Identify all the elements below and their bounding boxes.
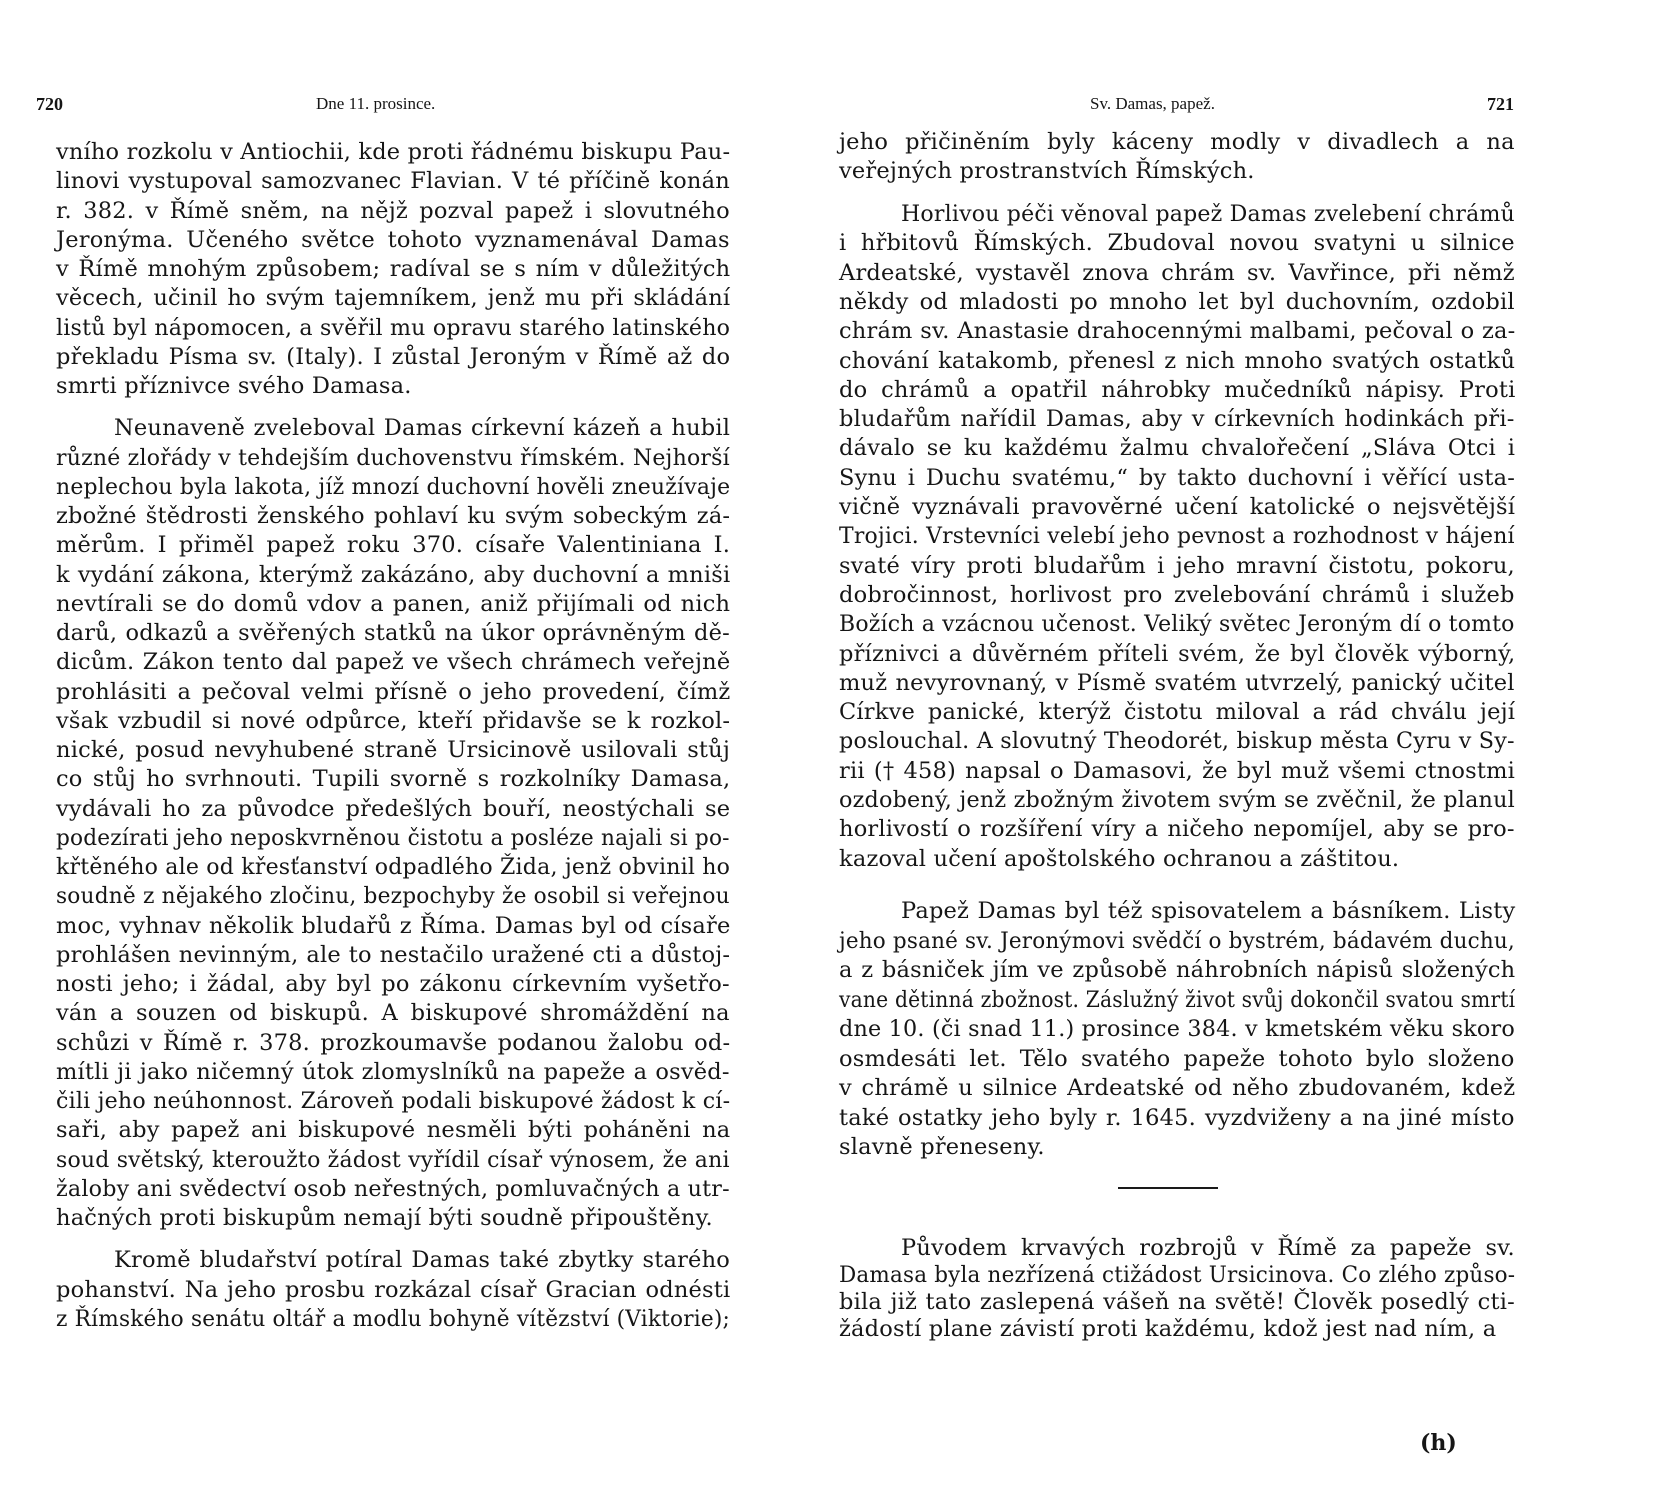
text-line: svaté víry proti bludařům i jeho mravní čistotu, pokoru,: [839, 552, 1515, 579]
text-line: někdy od mladosti po mnoho let byl duchovním, ozdobil: [839, 288, 1515, 315]
text-line: i hřbitovů Římských. Zbudoval novou svatyni u silnice: [839, 230, 1515, 257]
text-line: poslouchal. A slovutný Theodorét, biskup města Cyru v Sy-: [839, 728, 1515, 755]
text-line: Ardeatské, vystavěl znova chrám sv. Vavřince, při němž: [839, 259, 1515, 286]
right-page-number: 721: [1487, 94, 1514, 114]
text-line: vane dětinná zbožnost. Záslužný život svůj dokončil svatou smrtí: [839, 986, 1516, 1013]
text-line: Kromě bludařství potíral Damas také zbytky starého: [114, 1247, 731, 1274]
text-line: věcech, učinil ho svým tajemníkem, jenž mu při skládání: [56, 285, 731, 312]
text-line: r. 382. v Římě sněm, na nějž pozval papež i slovutného: [56, 197, 730, 224]
text-line: dávalo se ku každému žalmu chvalořečení „Sláva Otci i: [839, 435, 1516, 462]
text-line: Trojici. Vrstevníci velebí jeho pevnost a rozhodnost v hájení: [839, 523, 1515, 550]
text-line: co stůj ho svrhnouti. Tupili svorně s rozkolníky Damasa,: [56, 766, 731, 793]
text-line: rii († 458) napsal o Damasovi, že byl muž všemi ctnostmi: [839, 757, 1516, 784]
text-line: dobročinnost, horlivost pro zvelebování chrámů i služeb: [839, 581, 1515, 608]
text-line: listů byl nápomocen, a svěřil mu opravu starého latinského: [56, 314, 731, 341]
text-line: neplechou byla lakota, jíž mnozí duchovní hověli zneužívaje: [56, 473, 731, 500]
right-running-head: Sv. Damas, papež.: [1090, 94, 1215, 113]
text-line: žádostí plane závistí proti každému, kdož jest nad ním, a: [839, 1316, 1497, 1342]
left-running-head: Dne 11. prosince.: [316, 94, 436, 113]
text-line: kazoval učení apoštolského ochranou a záštitou.: [839, 845, 1400, 872]
text-line: Horlivou péči věnoval papež Damas zvelebení chrámů: [901, 201, 1515, 227]
text-line: prohlásiti a pečoval velmi přísně o jeho provedení, čímž: [56, 678, 731, 705]
text-line: Církve panické, kterýž čistotu miloval a rád chválu její: [839, 699, 1516, 726]
text-line: darů, odkazů a svěřených statků na úkor oprávněným dě-: [56, 620, 730, 646]
text-line: dne 10. (či snad 11.) prosince 384. v kmetském věku skoro: [839, 1016, 1515, 1042]
signature-mark: (h): [1420, 1430, 1457, 1456]
text-line: Původem krvavých rozbrojů v Římě za papeže sv.: [901, 1235, 1515, 1261]
text-line: Neunaveně zveleboval Damas církevní kázeň a hubil: [114, 415, 731, 442]
text-line: měrům. I přiměl papež roku 370. císaře Valentiniana I.: [56, 532, 731, 559]
text-line: schůzi v Římě r. 378. prozkoumavše podanou žalobu od-: [56, 1029, 731, 1056]
text-line: slavně přeneseny.: [839, 1134, 1045, 1160]
text-line: soud světský, kteroužto žádost vyřídil císař výnosem, že ani: [56, 1146, 730, 1173]
text-line: v Římě mnohým způsobem; radíval se s ním v důležitých: [56, 256, 731, 282]
text-line: zbožné štědrosti ženského pohlaví ku svým sobeckým zá-: [56, 503, 731, 529]
section-divider-rule: [1118, 1187, 1218, 1189]
text-line: pohanství. Na jeho prosbu rozkázal císař Gracian odnésti: [56, 1276, 731, 1303]
text-line: moc, vyhnav několik bludařů z Říma. Damas byl od císaře: [56, 912, 731, 939]
text-line: vydávali ho za původce předešlých bouří, neostýchali se: [56, 795, 731, 822]
text-line: ván a souzen od biskupů. A biskupové shromáždění na: [56, 1000, 730, 1027]
text-line: jeho přičiněním byly káceny modly v divadlech a na: [839, 129, 1515, 155]
text-line: jeho psané sv. Jeronýmovi svědčí o bystrém, bádavém duchu,: [839, 927, 1515, 954]
text-line: smrti příznivce svého Damasa.: [56, 373, 412, 399]
text-line: také ostatky jeho byly r. 1645. vyzdviženy a na jiné místo: [839, 1104, 1515, 1131]
text-line: bila již tato zaslepená vášeň na světě! Člověk posedlý cti-: [839, 1289, 1515, 1315]
text-line: různé zlořády v tehdejším duchovenstvu římském. Nejhorší: [56, 444, 730, 471]
text-line: bludařům nařídil Damas, aby v církevních hodinkách při-: [839, 406, 1515, 433]
text-line: a z básniček jím ve způsobě náhrobních nápisů složených: [839, 957, 1516, 983]
text-line: Synu i Duchu svatému,“ by takto duchovní i věřící usta-: [839, 464, 1516, 491]
text-line: muž nevyrovnaný, v Písmě svatém utvrzelý, panický učitel: [839, 669, 1515, 696]
text-line: žaloby ani svědectví osob neřestných, pomluvačných a utr-: [56, 1175, 730, 1202]
left-page-number: 720: [36, 94, 63, 114]
text-line: chrám sv. Anastasie drahocennými malbami, pečoval o za-: [839, 318, 1516, 345]
text-line: nevtírali se do domů vdov a panen, aniž přijímali od nich: [56, 590, 731, 617]
text-line: osmdesáti let. Tělo svatého papeže tohoto bylo složeno: [839, 1045, 1515, 1072]
text-line: z Římského senátu oltář a modlu bohyně vítězství (Viktorie);: [56, 1305, 730, 1332]
text-line: čili jeho neúhonnost. Zároveň podali biskupové žádost k cí-: [56, 1088, 731, 1114]
text-line: překladu Písma sv. (Italy). I zůstal Jeroným v Římě až do: [56, 343, 731, 370]
text-line: nické, posud nevyhubené straně Ursicinově usilovali stůj: [56, 737, 731, 763]
text-line: vičně vyznávali pravověrné učení katolické o nejsvětější: [839, 494, 1516, 520]
text-line: do chrámů a opatřil náhrobky mučedníků nápisy. Proti: [839, 376, 1516, 403]
text-line: Damasa byla nezřízená ctižádost Ursicinova. Co zlého způso-: [839, 1262, 1516, 1288]
text-line: vního rozkolu v Antiochii, kde proti řádnému biskupu Pau-: [56, 139, 731, 165]
text-line: saři, aby papež ani biskupové nesměli býti poháněni na: [56, 1117, 731, 1144]
text-line: křtěného ale od křesťanství odpadlého Žida, jenž obvinil ho: [56, 854, 731, 880]
text-line: k vydání zákona, kterýmž zakázáno, aby duchovní a mniši: [56, 561, 731, 588]
text-line: Jeronýma. Učeného světce tohoto vyznamenával Damas: [56, 226, 730, 253]
text-line: mítli ji jako ničemný útok zlomyslníků na papeže a osvěd-: [56, 1058, 730, 1085]
text-line: chování katakomb, přenesl z nich mnoho svatých ostatků: [839, 347, 1516, 374]
text-line: však vzbudil si nové odpůrce, kteří přidavše se k rozkol-: [56, 707, 731, 734]
text-line: dicům. Zákon tento dal papež ve všech chrámech veřejně: [56, 649, 731, 676]
text-line: linovi vystupoval samozvanec Flavian. V té příčině konán: [56, 168, 730, 195]
text-line: v chrámě u silnice Ardeatské od něho zbudovaném, kdež: [839, 1075, 1516, 1101]
right-page: [835, 0, 1670, 1500]
text-line: nosti jeho; i žádal, aby byl po zákonu církevním vyšetřo-: [56, 971, 730, 997]
text-line: horlivostí o rozšíření víry a ničeho nepomíjel, aby se pro-: [839, 816, 1515, 843]
text-line: Papež Damas byl též spisovatelem a básníkem. Listy: [901, 898, 1516, 924]
text-line: podezírati jeho neposkvrněnou čistotu a posléze najali si po-: [56, 824, 730, 851]
text-line: prohlášen nevinným, ale to nestačilo uražené cti a důstoj-: [56, 941, 731, 968]
text-line: hačných proti biskupům nemají býti soudně připouštěny.: [56, 1205, 713, 1231]
text-line: ozdobený, jenž zbožným životem svým se zvěčnil, že planul: [839, 787, 1515, 813]
text-line: veřejných prostranstvích Římských.: [839, 158, 1255, 184]
text-line: Božích a vzácnou učenost. Veliký světec Jeroným dí o tomto: [839, 611, 1515, 638]
text-line: příznivci a důvěrném příteli svém, že byl člověk výborný,: [839, 640, 1516, 667]
text-line: soudně z nějakého zločinu, bezpochyby že osobil si veřejnou: [56, 883, 730, 910]
